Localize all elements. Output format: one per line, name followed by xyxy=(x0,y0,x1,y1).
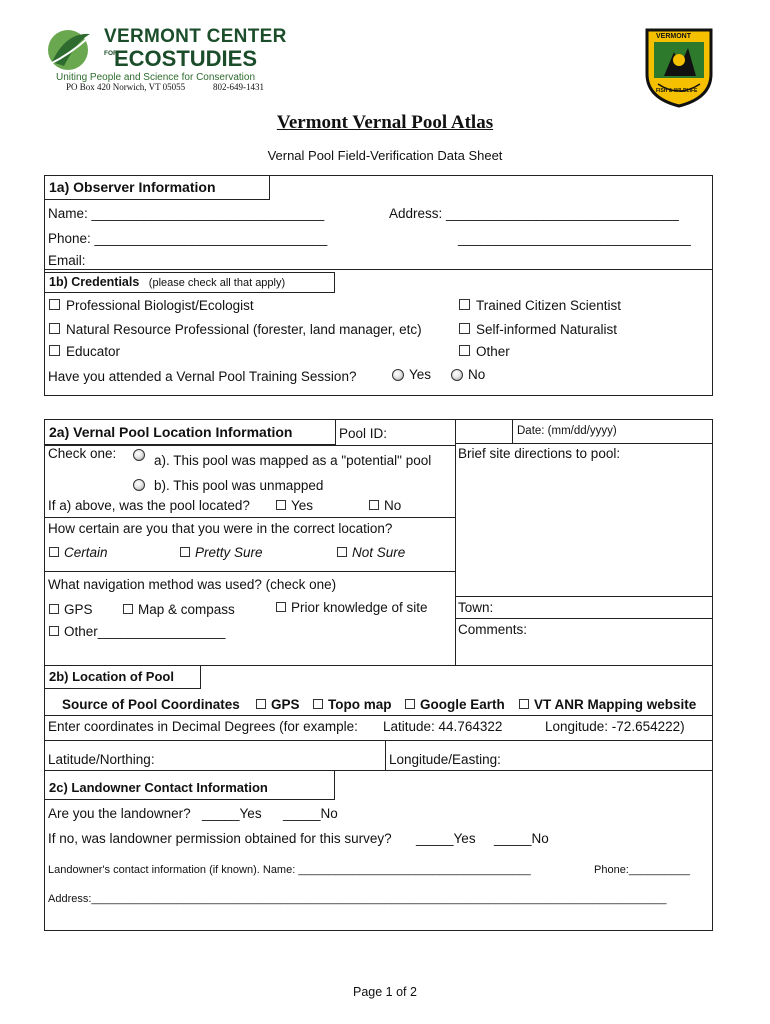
training-no-label: No xyxy=(468,367,486,382)
unmapped-radio[interactable] xyxy=(133,479,145,491)
checkbox[interactable] xyxy=(49,626,59,636)
training-no-radio[interactable] xyxy=(451,369,463,381)
coordinate-source-label: Source of Pool Coordinates xyxy=(62,697,240,712)
page-number: Page 1 of 2 xyxy=(353,985,417,999)
checkbox[interactable] xyxy=(276,602,286,612)
landowner-name-field[interactable]: Landowner's contact information (if known). Name: ______________________________________ xyxy=(48,864,531,876)
logo-line2: ECOSTUDIES xyxy=(114,46,258,71)
checkbox[interactable] xyxy=(459,345,470,356)
landowner-address-field[interactable]: Address:______________________________________________________________________________________________ xyxy=(48,893,667,905)
checkbox[interactable] xyxy=(313,699,323,709)
email-field[interactable]: Email: xyxy=(48,253,86,268)
checkbox[interactable] xyxy=(49,323,60,334)
checkbox[interactable] xyxy=(337,547,347,557)
divider xyxy=(44,740,713,741)
if-a-question: If a) above, was the pool located? xyxy=(48,498,250,513)
mapped-potential-label: a). This pool was mapped as a "potential" pool xyxy=(154,453,432,468)
comments-field[interactable]: Comments: xyxy=(458,622,528,637)
divider xyxy=(455,596,713,597)
training-yes-radio[interactable] xyxy=(392,369,404,381)
logo-line1: VERMONT CENTER xyxy=(104,26,287,47)
cred-educator[interactable]: Educator xyxy=(49,344,120,359)
checkbox[interactable] xyxy=(49,299,60,310)
permission-yes[interactable]: _____Yes xyxy=(416,831,476,846)
unmapped-label: b). This pool was unmapped xyxy=(154,478,324,493)
s1b-header: 1b) Credentials xyxy=(49,275,140,289)
town-field[interactable]: Town: xyxy=(458,600,494,615)
source-vt-anr[interactable]: VT ANR Mapping website xyxy=(519,697,696,712)
s2c-header: 2c) Landowner Contact Information xyxy=(44,770,335,800)
cred-naturalist[interactable]: Self-informed Naturalist xyxy=(459,322,617,337)
lat-lon-divider xyxy=(385,740,386,770)
latitude-example: Latitude: 44.764322 xyxy=(383,719,503,734)
column-divider xyxy=(455,419,456,665)
divider xyxy=(44,571,455,572)
coordinates-instruction: Enter coordinates in Decimal Degrees (for example: xyxy=(48,719,358,734)
training-yes-label: Yes xyxy=(409,367,432,382)
checkbox[interactable] xyxy=(459,323,470,334)
phone-field[interactable]: Phone: _______________________________ xyxy=(48,231,328,246)
divider xyxy=(44,269,713,270)
longitude-field[interactable]: Longitude/Easting: xyxy=(389,752,501,767)
certainty-pretty-sure[interactable]: Pretty Sure xyxy=(180,545,263,560)
mapped-potential-radio[interactable] xyxy=(133,449,145,461)
nav-other[interactable]: Other_________________ xyxy=(49,624,225,639)
s1a-header: 1a) Observer Information xyxy=(44,175,270,200)
org-address: PO Box 420 Norwich, VT 05055 xyxy=(66,82,186,92)
permission-question: If no, was landowner permission obtained for this survey? xyxy=(48,831,392,846)
checkbox[interactable] xyxy=(123,604,133,614)
checkbox[interactable] xyxy=(49,547,59,557)
checkbox[interactable] xyxy=(180,547,190,557)
checkbox[interactable] xyxy=(49,345,60,356)
latitude-field[interactable]: Latitude/Northing: xyxy=(48,752,155,767)
checkbox[interactable] xyxy=(276,500,286,510)
navigation-question: What navigation method was used? (check one) xyxy=(48,577,337,592)
checkbox[interactable] xyxy=(459,299,470,310)
address-line2[interactable]: _______________________________ xyxy=(458,231,691,246)
located-no[interactable]: No xyxy=(369,498,401,513)
divider xyxy=(455,618,713,619)
located-yes[interactable]: Yes xyxy=(276,498,313,513)
cred-other[interactable]: Other xyxy=(459,344,510,359)
certainty-not-sure[interactable]: Not Sure xyxy=(337,545,405,560)
s2b-header: 2b) Location of Pool xyxy=(44,665,201,689)
s1b-note: (please check all that apply) xyxy=(148,277,286,289)
landowner-phone-field[interactable]: Phone:__________ xyxy=(594,864,691,876)
fish-wildlife-badge xyxy=(644,26,714,108)
cred-citizen-scientist[interactable]: Trained Citizen Scientist xyxy=(459,298,621,313)
checkbox[interactable] xyxy=(256,699,266,709)
training-question: Have you attended a Vernal Pool Training Session? xyxy=(48,369,357,384)
cred-biologist[interactable]: Professional Biologist/Ecologist xyxy=(49,298,254,313)
checkbox[interactable] xyxy=(369,500,379,510)
page-title: Vermont Vernal Pool Atlas xyxy=(276,112,494,133)
directions-field[interactable]: Brief site directions to pool: xyxy=(458,446,621,461)
date-field[interactable]: Date: (mm/dd/yyyy) xyxy=(517,425,617,437)
longitude-example: Longitude: -72.654222) xyxy=(545,719,685,734)
divider xyxy=(44,715,713,716)
certainty-question: How certain are you that you were in the correct location? xyxy=(48,521,393,536)
org-phone: 802-649-1431 xyxy=(213,82,264,92)
cred-nr-professional[interactable]: Natural Resource Professional (forester, land manager, etc) xyxy=(49,322,422,337)
source-gps[interactable]: GPS xyxy=(256,697,300,712)
source-topo-map[interactable]: Topo map xyxy=(313,697,392,712)
badge-top: VERMONT xyxy=(656,33,691,40)
source-google-earth[interactable]: Google Earth xyxy=(405,697,505,712)
nav-prior-knowledge[interactable]: Prior knowledge of site xyxy=(276,600,428,615)
address-field[interactable]: Address: _______________________________ xyxy=(389,206,679,221)
check-one-label: Check one: xyxy=(48,446,117,461)
nav-gps[interactable]: GPS xyxy=(49,602,93,617)
permission-no[interactable]: _____No xyxy=(494,831,549,846)
logo-for: FOR xyxy=(104,50,118,57)
page-subtitle: Vernal Pool Field-Verification Data Sheet xyxy=(267,148,503,163)
s2a-header: 2a) Vernal Pool Location Information xyxy=(44,419,336,445)
pool-id-field[interactable]: Pool ID: xyxy=(339,426,388,441)
divider xyxy=(44,517,455,518)
s1b-header-box xyxy=(44,272,335,293)
checkbox[interactable] xyxy=(519,699,529,709)
date-underline xyxy=(455,443,713,444)
badge-bottom: FISH & WILDLIFE xyxy=(656,88,698,94)
logo-tagline: Uniting People and Science for Conservation xyxy=(56,72,256,83)
date-divider xyxy=(512,419,513,443)
checkbox[interactable] xyxy=(405,699,415,709)
landowner-yes[interactable]: _____Yes xyxy=(202,806,262,821)
landowner-no[interactable]: _____No xyxy=(283,806,338,821)
landowner-question: Are you the landowner? xyxy=(48,806,191,821)
checkbox[interactable] xyxy=(49,604,59,614)
nav-map-compass[interactable]: Map & compass xyxy=(123,602,235,617)
certainty-certain[interactable]: Certain xyxy=(49,545,108,560)
name-field[interactable]: Name: _______________________________ xyxy=(48,206,325,221)
